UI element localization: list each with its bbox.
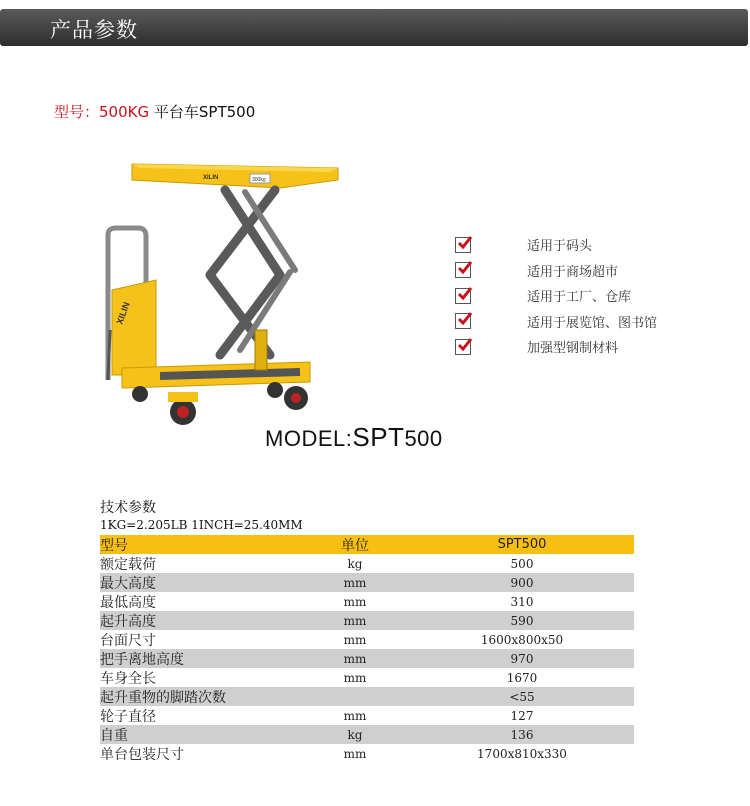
param-value: 590 — [510, 613, 534, 628]
capacity-plate: 300kg — [252, 177, 266, 183]
header-cell: 型号 — [100, 537, 128, 554]
param-value: 900 — [510, 575, 534, 590]
spec-unit-note: 1KG=2.205LB 1INCH=25.40MM — [100, 518, 303, 532]
table-row — [100, 668, 634, 687]
param-value: 136 — [510, 727, 534, 742]
model-caption-number: 500 — [404, 426, 443, 451]
param-unit: mm — [343, 708, 367, 723]
table-row — [100, 706, 634, 725]
feature-item — [455, 232, 657, 258]
feature-label: 适用于码头 — [527, 239, 593, 255]
feature-item — [455, 258, 657, 284]
param-value: 500 — [510, 556, 534, 571]
header-cell: 单位 — [341, 537, 369, 554]
table-row — [100, 687, 634, 706]
param-name: 最低高度 — [100, 594, 156, 611]
feature-list — [455, 232, 657, 360]
table-row — [100, 592, 634, 611]
feature-label: 适用于展览馆、图书馆 — [527, 315, 658, 331]
panel-brand: XILIN — [114, 300, 132, 326]
table-row — [100, 630, 634, 649]
param-name: 单台包装尺寸 — [100, 746, 184, 763]
model-caption-prefix: MODEL: — [265, 426, 353, 451]
feature-label: 适用于商场超市 — [527, 264, 619, 280]
param-name: 起升重物的脚踏次数 — [100, 689, 226, 706]
param-unit: kg — [347, 556, 363, 571]
param-unit: mm — [343, 651, 367, 666]
param-name: 车身全长 — [100, 670, 156, 687]
checkmark-icon — [455, 339, 471, 355]
spec-table — [100, 535, 634, 763]
checkmark-icon — [455, 288, 471, 304]
checkmark-icon — [455, 313, 471, 329]
feature-label: 适用于工厂、仓库 — [527, 290, 632, 306]
param-unit: mm — [343, 746, 367, 761]
platform-brand: XILIN — [203, 175, 219, 181]
feature-item — [455, 283, 657, 309]
model-caption-series: SPT — [352, 422, 405, 452]
table-row — [100, 573, 634, 592]
param-unit: mm — [343, 613, 367, 628]
param-value: 127 — [510, 708, 534, 723]
param-name: 最大高度 — [100, 575, 156, 592]
feature-label: 加强型钢制材料 — [527, 341, 619, 357]
model-line — [54, 101, 255, 122]
param-name: 轮子直径 — [100, 708, 156, 725]
model-key: 型号： — [54, 103, 100, 121]
param-name: 自重 — [100, 727, 128, 744]
header-cell: SPT500 — [497, 537, 547, 552]
param-value: <55 — [509, 689, 535, 704]
param-value: 1700x810x330 — [477, 746, 567, 761]
param-unit: mm — [343, 594, 367, 609]
section-title: 产品参数 — [50, 18, 138, 42]
param-name: 把手离地高度 — [100, 651, 184, 668]
feature-item — [455, 334, 657, 360]
model-caption — [265, 422, 443, 453]
param-unit: mm — [343, 575, 367, 590]
param-value: 970 — [510, 651, 534, 666]
param-unit: mm — [343, 670, 367, 685]
table-row — [100, 649, 634, 668]
param-name: 台面尺寸 — [100, 632, 156, 649]
checkmark-icon — [455, 262, 471, 278]
table-row — [100, 611, 634, 630]
model-capacity: 500KG — [99, 103, 150, 121]
param-unit: mm — [343, 632, 367, 647]
param-value: 310 — [510, 594, 534, 609]
table-row — [100, 725, 634, 744]
table-row — [100, 554, 634, 573]
feature-item — [455, 309, 657, 335]
product-image — [100, 150, 350, 440]
param-name: 额定载荷 — [100, 556, 156, 573]
param-value: 1600x800x50 — [480, 632, 564, 647]
model-name: 平台车SPT500 — [153, 103, 256, 121]
checkmark-icon — [455, 237, 471, 253]
table-row — [100, 744, 634, 763]
spec-title: 技术参数 — [100, 500, 156, 516]
table-header-row — [100, 535, 634, 554]
param-value: 1670 — [506, 670, 538, 685]
section-header — [0, 9, 748, 46]
param-unit: kg — [347, 727, 363, 742]
param-name: 起升高度 — [100, 613, 156, 630]
